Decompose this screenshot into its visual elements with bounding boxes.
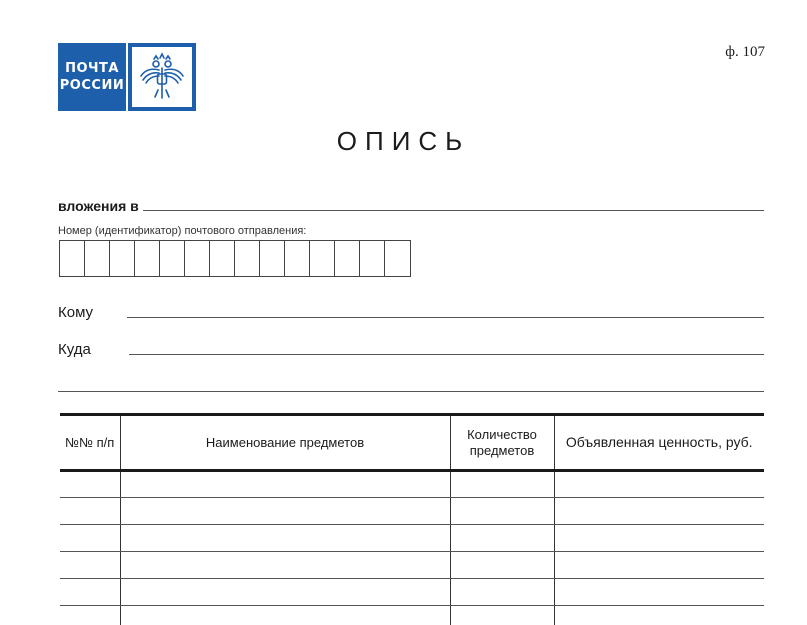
tracking-digit-box[interactable] xyxy=(135,241,160,276)
tracking-digit-box[interactable] xyxy=(185,241,210,276)
table-cell[interactable] xyxy=(120,579,450,606)
table-cell[interactable] xyxy=(60,498,120,525)
logo-wordmark xyxy=(58,43,126,111)
eagle-emblem-icon xyxy=(128,43,196,111)
tracking-digit-box[interactable] xyxy=(335,241,360,276)
table-cell[interactable] xyxy=(60,525,120,552)
table-cell[interactable] xyxy=(450,525,554,552)
tracking-digit-box[interactable] xyxy=(310,241,335,276)
table-cell[interactable] xyxy=(120,471,450,498)
table-cell[interactable] xyxy=(450,471,554,498)
table-row xyxy=(60,498,764,525)
table-cell[interactable] xyxy=(120,552,450,579)
komu-row xyxy=(58,304,764,321)
table-cell[interactable] xyxy=(554,552,764,579)
vlozheniya-field[interactable] xyxy=(143,210,764,211)
table-cell[interactable] xyxy=(450,606,554,625)
table-cell[interactable] xyxy=(554,498,764,525)
table-row xyxy=(60,579,764,606)
table-cell[interactable] xyxy=(450,498,554,525)
table-row xyxy=(60,552,764,579)
table-cell[interactable] xyxy=(554,579,764,606)
table-cell[interactable] xyxy=(554,471,764,498)
kuda-field-line-2[interactable] xyxy=(58,391,764,392)
col-header-name: Наименование предметов xyxy=(120,415,450,471)
items-table xyxy=(60,413,764,625)
logo-line-2: РОССИИ xyxy=(59,78,125,93)
table-cell[interactable] xyxy=(60,471,120,498)
tracking-number-boxes xyxy=(59,240,411,277)
page-title: ОПИСЬ xyxy=(336,126,471,156)
vlozheniya-label: вложения в xyxy=(58,198,139,214)
table-cell[interactable] xyxy=(120,606,450,625)
form-code: ф. 107 xyxy=(725,44,765,60)
table-cell[interactable] xyxy=(60,552,120,579)
tracking-digit-box[interactable] xyxy=(385,241,410,276)
tracking-digit-box[interactable] xyxy=(260,241,285,276)
tracking-number-label: Номер (идентификатор) почтового отправления: xyxy=(58,225,307,237)
table-cell[interactable] xyxy=(120,525,450,552)
tracking-digit-box[interactable] xyxy=(210,241,235,276)
table-cell[interactable] xyxy=(120,498,450,525)
komu-field[interactable] xyxy=(127,317,764,318)
logo-line-1: ПОЧТА xyxy=(65,61,119,76)
table-cell[interactable] xyxy=(450,552,554,579)
table-cell[interactable] xyxy=(554,606,764,625)
kuda-field[interactable] xyxy=(129,354,764,355)
table-row xyxy=(60,471,764,498)
tracking-digit-box[interactable] xyxy=(85,241,110,276)
col-header-value: Объявленная ценность, руб. xyxy=(554,415,764,471)
vlozheniya-row xyxy=(58,198,764,214)
items-table-header xyxy=(60,415,764,471)
table-cell[interactable] xyxy=(554,525,764,552)
table-cell[interactable] xyxy=(60,579,120,606)
tracking-digit-box[interactable] xyxy=(160,241,185,276)
kuda-row xyxy=(58,341,764,358)
table-cell[interactable] xyxy=(60,606,120,625)
table-cell[interactable] xyxy=(450,579,554,606)
tracking-digit-box[interactable] xyxy=(360,241,385,276)
tracking-digit-box[interactable] xyxy=(110,241,135,276)
tracking-digit-box[interactable] xyxy=(235,241,260,276)
tracking-digit-box[interactable] xyxy=(285,241,310,276)
col-header-number: №№ п/п xyxy=(60,415,120,471)
pochta-rossii-logo xyxy=(58,43,196,111)
col-header-quantity: Количество предметов xyxy=(450,415,554,471)
komu-label: Кому xyxy=(58,304,94,321)
table-row xyxy=(60,606,764,625)
table-row xyxy=(60,525,764,552)
kuda-label: Куда xyxy=(58,341,91,358)
tracking-digit-box[interactable] xyxy=(60,241,85,276)
